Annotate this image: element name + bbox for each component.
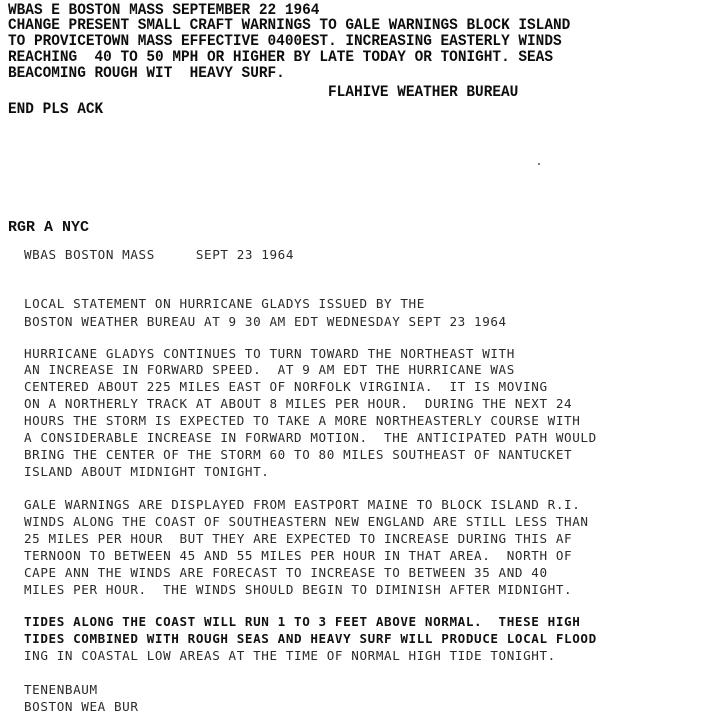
paragraph-line: AN INCREASE IN FORWARD SPEED. AT 9 AM EDT THE HURRICANE WAS [24,362,515,377]
message-body-line: REACHING 40 TO 50 MPH OR HIGHER BY LATE TODAY OR TONIGHT. SEAS [8,48,553,66]
statement-title-line: BOSTON WEATHER BUREAU AT 9 30 AM EDT WEDNESDAY SEPT 23 1964 [24,314,507,329]
paragraph-line: MILES PER HOUR. THE WINDS SHOULD BEGIN TO DIMINISH AFTER MIDNIGHT. [24,582,573,597]
paragraph-line: A CONSIDERABLE INCREASE IN FORWARD MOTION. THE ANTICIPATED PATH WOULD [24,430,597,445]
paragraph-line: BRING THE CENTER OF THE STORM 60 TO 80 MILES SOUTHEAST OF NANTUCKET [24,447,573,462]
paragraph-line: CAPE ANN THE WINDS ARE FORECAST TO INCREASE TO BETWEEN 35 AND 40 [24,565,548,580]
paragraph-line: TIDES COMBINED WITH ROUGH SEAS AND HEAVY SURF WILL PRODUCE LOCAL FLOOD [24,631,597,646]
paragraph-line: CENTERED ABOUT 225 MILES EAST OF NORFOLK VIRGINIA. IT IS MOVING [24,379,548,394]
paragraph-line: 25 MILES PER HOUR BUT THEY ARE EXPECTED TO INCREASE DURING THIS AF [24,531,573,546]
paragraph-line: ON A NORTHERLY TRACK AT ABOUT 8 MILES PER HOUR. DURING THE NEXT 24 [24,396,573,411]
paragraph-line: TIDES ALONG THE COAST WILL RUN 1 TO 3 FEET ABOVE NORMAL. THESE HIGH [24,614,581,629]
paragraph-line: WINDS ALONG THE COAST OF SOUTHEASTERN NEW ENGLAND ARE STILL LESS THAN [24,514,589,529]
paragraph-line: ISLAND ABOUT MIDNIGHT TONIGHT. [24,464,270,479]
message-body-line: TO PROVICETOWN MASS EFFECTIVE 0400EST. INCREASING EASTERLY WINDS [8,32,562,50]
statement-title-line: LOCAL STATEMENT ON HURRICANE GLADYS ISSUED BY THE [24,296,425,311]
acknowledgement-header: RGR A NYC [8,219,90,236]
statement-signature-line: BOSTON WEA BUR [24,699,139,714]
paragraph-line: ING IN COASTAL LOW AREAS AT THE TIME OF NORMAL HIGH TIDE TONIGHT. [24,648,556,663]
message-signature: FLAHIVE WEATHER BUREAU [328,83,519,101]
statement-signature-line: TENENBAUM [24,682,98,697]
paragraph-line: GALE WARNINGS ARE DISPLAYED FROM EASTPORT MAINE TO BLOCK ISLAND R.I. [24,497,581,512]
paragraph-line: TERNOON TO BETWEEN 45 AND 55 MILES PER HOUR IN THAT AREA. NORTH OF [24,548,573,563]
paper-speck [538,163,540,165]
message-end-line: END PLS ACK [8,100,104,118]
message-header-line: WBAS E BOSTON MASS SEPTEMBER 22 1964 [8,1,320,19]
paragraph-line: HOURS THE STORM IS EXPECTED TO TAKE A MORE NORTHEASTERLY COURSE WITH [24,413,581,428]
message-body-line: CHANGE PRESENT SMALL CRAFT WARNINGS TO GALE WARNINGS BLOCK ISLAND [8,16,571,34]
paragraph-line: HURRICANE GLADYS CONTINUES TO TURN TOWARD THE NORTHEAST WITH [24,346,515,361]
message-body-line: BEACOMING ROUGH WIT HEAVY SURF. [8,64,285,82]
message-dateline: WBAS BOSTON MASS SEPT 23 1964 [24,247,295,262]
